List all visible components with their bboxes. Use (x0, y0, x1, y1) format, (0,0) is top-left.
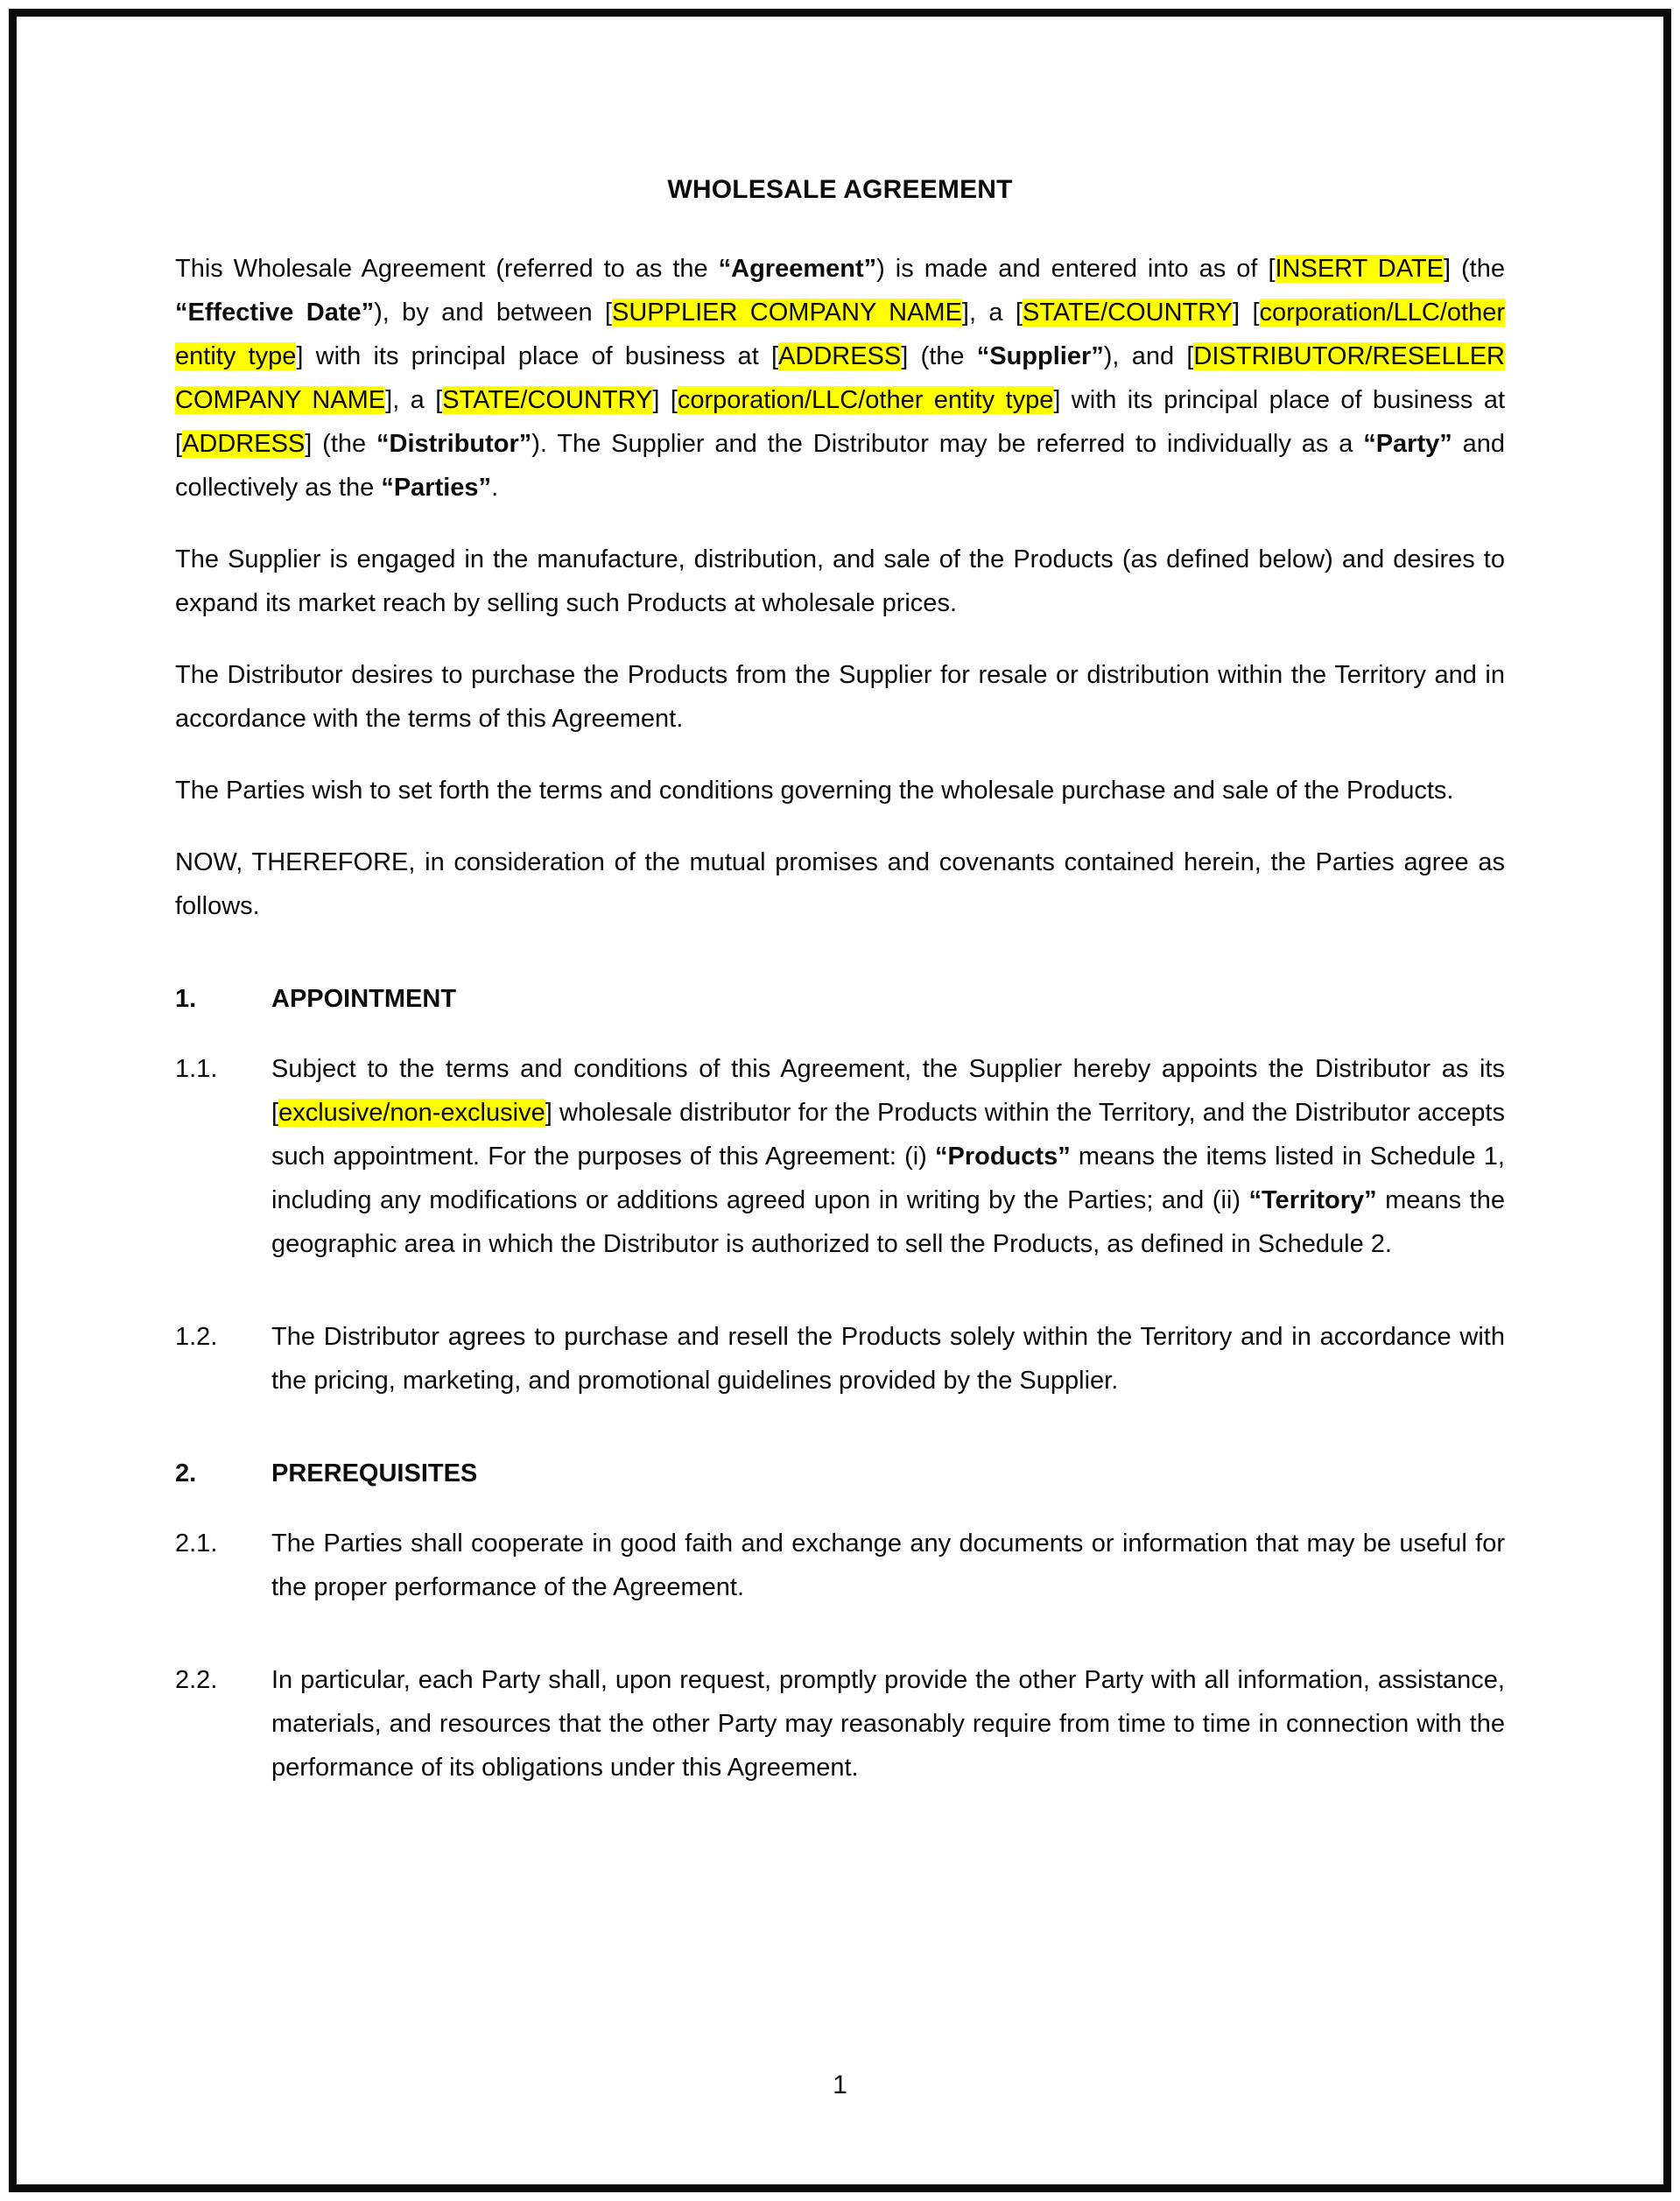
section-1-heading (175, 977, 1505, 1021)
text-run: ], a [ (385, 386, 443, 414)
clause-2-1 (175, 1522, 1505, 1609)
text-run: . (491, 474, 499, 502)
clause-number: 2.2. (175, 1666, 218, 1694)
clause-number: 2.1. (175, 1529, 218, 1558)
clause-text (271, 1522, 1505, 1609)
text-run: ] wholesale distributor for the Products within the Territory, and the Distributor accepts such appointment. For the purposes of this Agreement: (i) (271, 1099, 1505, 1171)
text-run: ], a [ (961, 299, 1023, 327)
text-run: ] [ (1233, 299, 1260, 327)
placeholder-highlight: SUPPLIER COMPANY NAME (612, 299, 962, 327)
text-run: “Agreement” (718, 255, 877, 283)
text-run: ] (the (901, 342, 977, 370)
document-blocks (175, 247, 1505, 1790)
text-run: means the items listed in Schedule 1, including any modifications or additions agreed upon in writing by the Parties; and (ii) (271, 1143, 1505, 1214)
text-run: and collectively as the (175, 430, 1505, 502)
text-run: In particular, each Party shall, upon request, promptly provide the other Party with all information, assistance, materials, and resources that the other Party may reasonably require from time to time in connection with the performance of its obligations under this Agreement. (271, 1666, 1505, 1782)
text-run: ] with its principal place of business at [ (296, 342, 779, 370)
placeholder-highlight: ADDRESS (778, 342, 902, 370)
text-run: APPOINTMENT (271, 985, 457, 1013)
now-therefore-paragraph (175, 840, 1505, 928)
placeholder-highlight: corporation/LLC/other entity type (175, 299, 1506, 370)
clause-text (271, 1452, 1505, 1495)
clause-number: 1. (175, 985, 197, 1013)
text-run: ] (the (305, 430, 377, 458)
text-run: “Parties” (381, 474, 492, 502)
text-run: “Party” (1363, 430, 1452, 458)
text-run: ), and [ (1103, 342, 1194, 370)
text-run: ] [ (652, 386, 678, 414)
text-run: means the geographic area in which the Distributor is authorized to sell the Products, as defined in Schedule 2. (271, 1186, 1505, 1258)
text-run: The Supplier is engaged in the manufacture, distribution, and sale of the Products (as defined below) and desires to expand its market reach by selling such Products at wholesale prices. (175, 545, 1505, 617)
text-run: “Territory” (1248, 1186, 1377, 1214)
clause-text (271, 1047, 1505, 1266)
recital-supplier-paragraph (175, 538, 1505, 625)
text-run: ) is made and entered into as of [ (876, 255, 1276, 283)
clause-text (271, 977, 1505, 1021)
recital-distributor-paragraph (175, 653, 1505, 741)
clause-number: 1.2. (175, 1323, 218, 1351)
text-run: The Distributor agrees to purchase and resell the Products solely within the Territory and in accordance with the pricing, marketing, and promotional guidelines provided by the Supplier. (271, 1323, 1505, 1395)
clause-text (271, 1658, 1505, 1790)
text-run: ] with its principal place of business at [ (175, 386, 1506, 458)
section-2-heading (175, 1452, 1505, 1495)
text-run: “Effective Date” (175, 299, 375, 327)
document-title: WHOLESALE AGREEMENT (667, 175, 1013, 204)
intro-paragraph (175, 247, 1505, 510)
text-run: The Parties wish to set forth the terms and conditions governing the wholesale purchase and sale of the Products. (175, 777, 1454, 805)
text-run: Subject to the terms and conditions of this Agreement, the Supplier hereby appoints the Distributor as its [ (271, 1055, 1505, 1127)
text-run: The Distributor desires to purchase the Products from the Supplier for resale or distribution within the Territory and in accordance with the terms of this Agreement. (175, 661, 1505, 733)
text-run: NOW, THEREFORE, in consideration of the mutual promises and covenants contained herein, the Parties agree as follows. (175, 848, 1505, 920)
text-run: ). The Supplier and the Distributor may be referred to individually as a (531, 430, 1364, 458)
placeholder-highlight: ADDRESS (182, 430, 306, 458)
text-run: “Supplier” (976, 342, 1104, 370)
text-run: PREREQUISITES (271, 1459, 478, 1487)
clause-1-1 (175, 1047, 1505, 1266)
document-content (175, 0, 1505, 1839)
placeholder-highlight: corporation/LLC/other entity type (677, 386, 1054, 414)
text-run: ] (the (1443, 255, 1505, 283)
clause-number: 1.1. (175, 1055, 218, 1083)
recital-parties-paragraph (175, 769, 1505, 812)
placeholder-highlight: INSERT DATE (1275, 255, 1444, 283)
text-run: This Wholesale Agreement (referred to as the (175, 255, 719, 283)
clause-number: 2. (175, 1459, 197, 1487)
placeholder-highlight: STATE/COUNTRY (442, 386, 653, 414)
clause-text (271, 1315, 1505, 1403)
placeholder-highlight: DISTRIBUTOR/RESELLER COMPANY NAME (175, 342, 1505, 414)
text-run: “Distributor” (376, 430, 532, 458)
text-run: “Products” (935, 1143, 1071, 1171)
clause-2-2 (175, 1658, 1505, 1790)
placeholder-highlight: exclusive/non-exclusive (278, 1099, 545, 1127)
clause-1-2 (175, 1315, 1505, 1403)
text-run: ), by and between [ (374, 299, 612, 327)
text-run: The Parties shall cooperate in good faith and exchange any documents or information that may be useful for the proper performance of the Agreement. (271, 1529, 1505, 1601)
page-number: 1 (833, 2071, 847, 2099)
placeholder-highlight: STATE/COUNTRY (1022, 299, 1234, 327)
